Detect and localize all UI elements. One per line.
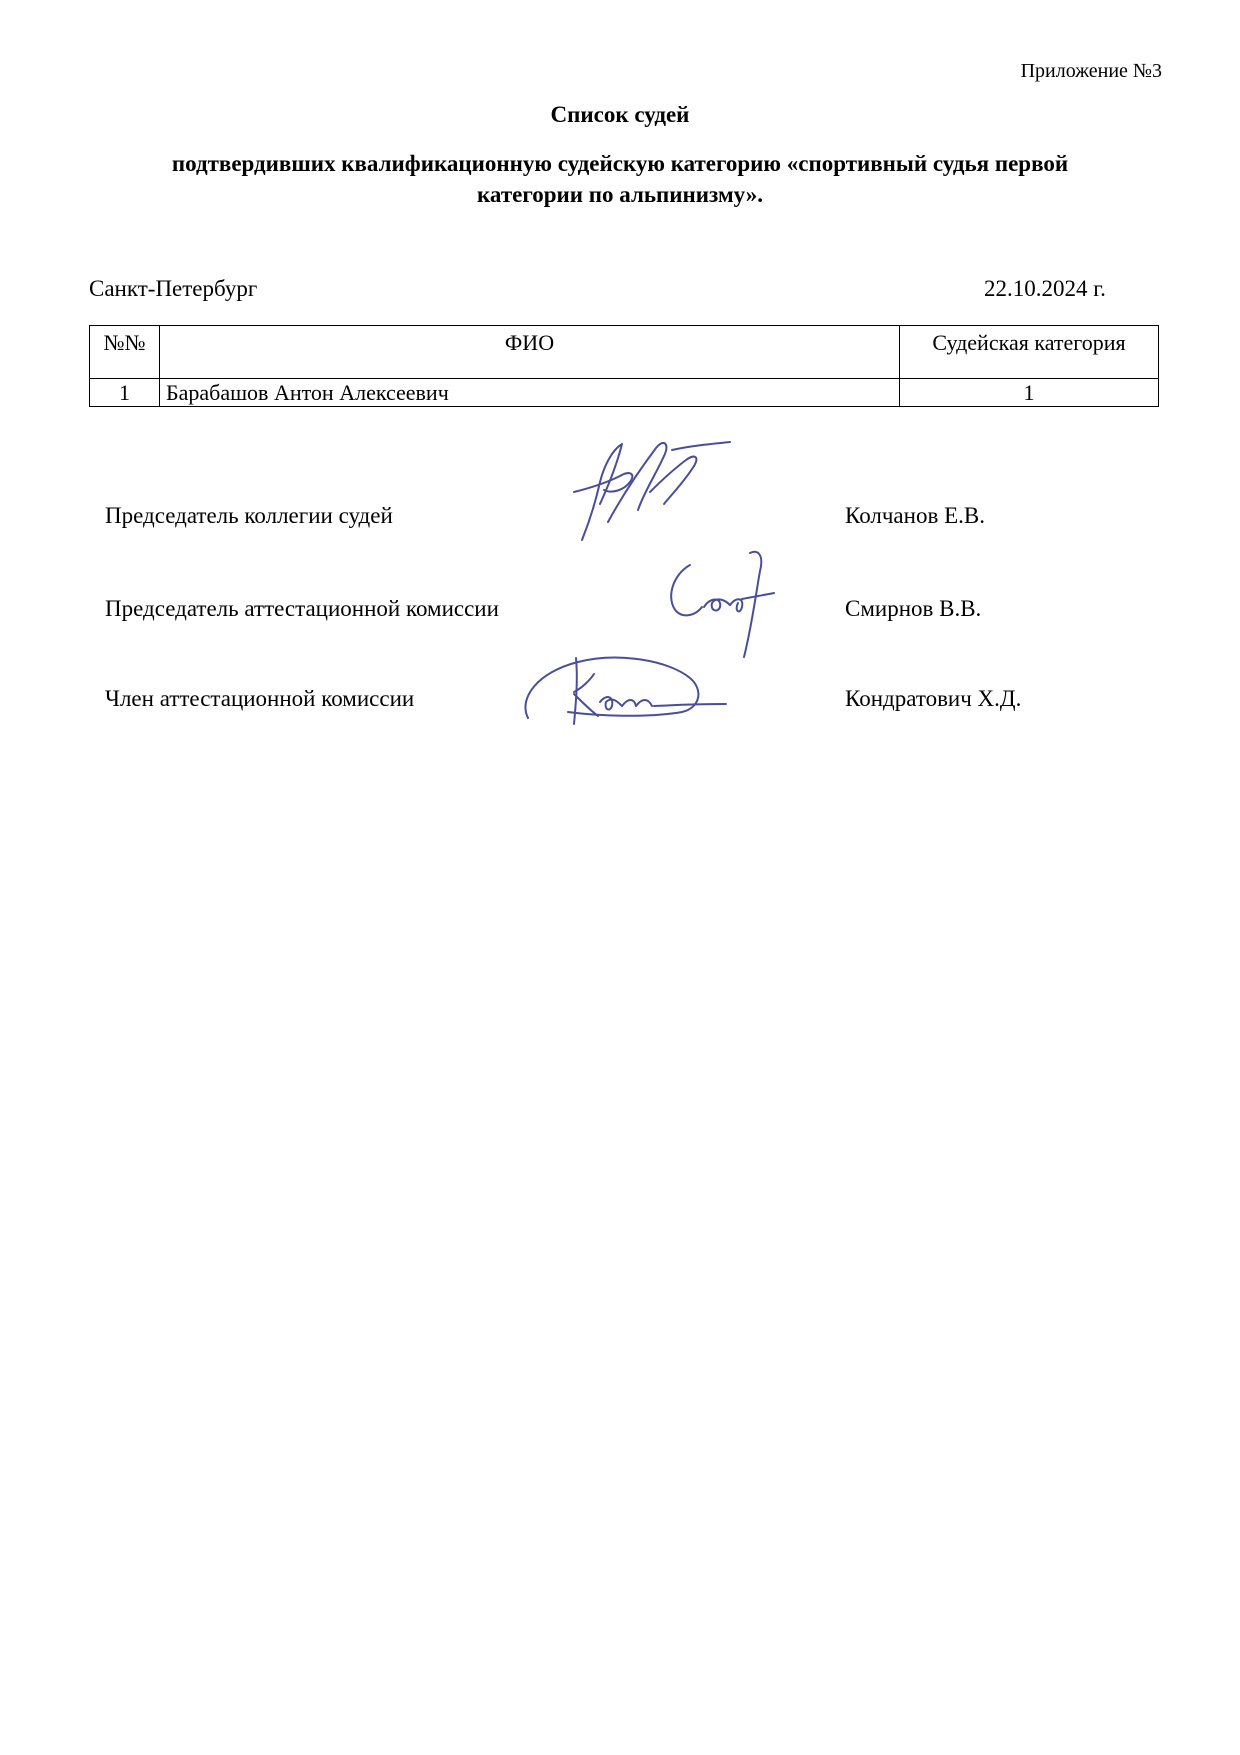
subtitle-line-2: категории по альпинизму». (477, 182, 763, 207)
signature-1 (560, 430, 760, 560)
judges-table (89, 325, 1159, 407)
appendix-label: Приложение №3 (1020, 60, 1162, 82)
table-header-row (90, 326, 1159, 379)
header-num: №№ (90, 326, 160, 379)
document-subtitle (120, 148, 1120, 210)
subtitle-line-1: подтвердивших квалификационную судейскую категорию «спортивный судья первой (171, 151, 1069, 176)
signature-3 (518, 650, 738, 730)
signatory-role-3: Член аттестационной комиссии (105, 686, 415, 711)
signatory-role-1: Председатель коллегии судей (105, 503, 393, 528)
cell-category: 1 (900, 379, 1159, 407)
header-category: Судейская категория (900, 326, 1159, 379)
signatory-name-2: Смирнов В.В. (845, 596, 982, 621)
city: Санкт-Петербург (89, 276, 258, 301)
document-date: 22.10.2024 г. (984, 276, 1106, 301)
document-title: Список судей (550, 102, 690, 127)
signatory-role-2: Председатель аттестационной комиссии (105, 596, 499, 621)
header-name: ФИО (160, 326, 900, 379)
cell-num: 1 (90, 379, 160, 407)
signatory-name-3: Кондратович Х.Д. (845, 686, 1022, 711)
signatory-name-1: Колчанов Е.В. (845, 503, 985, 528)
table-row (90, 379, 1159, 407)
cell-name: Барабашов Антон Алексеевич (160, 379, 900, 407)
